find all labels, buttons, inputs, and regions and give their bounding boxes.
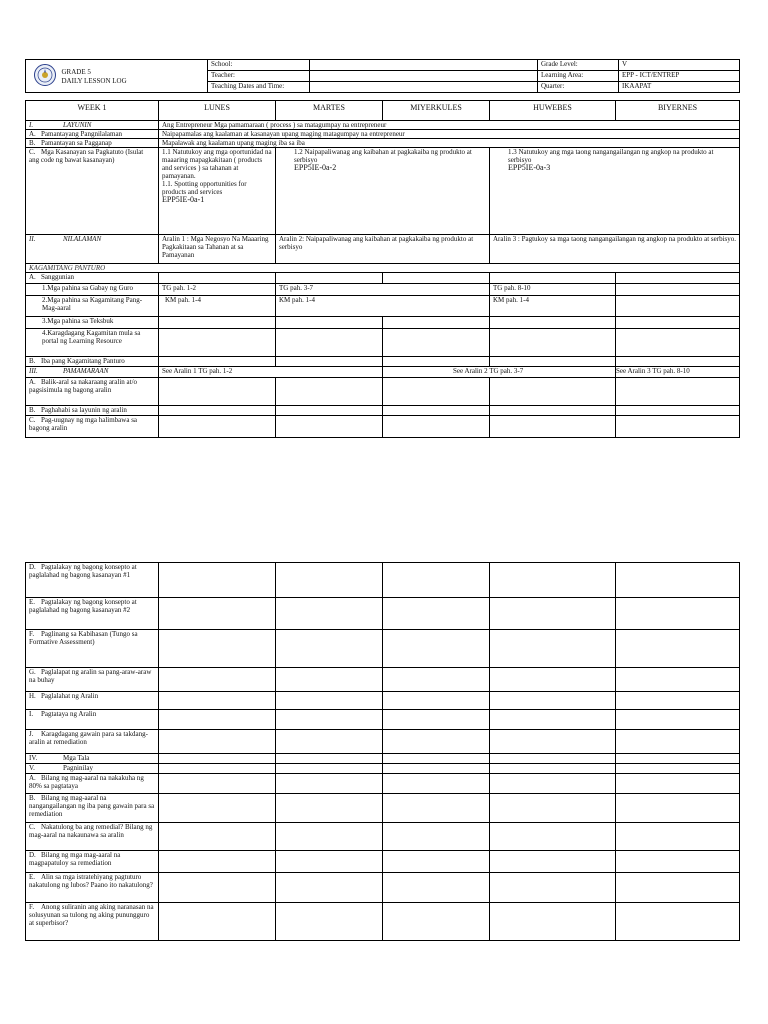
grade-title: GRADE 5 <box>61 68 91 76</box>
kasanayan-huwebes <box>490 148 740 235</box>
empty-cell[interactable] <box>159 774 276 794</box>
row-gabay-guro: 1.Mga pahina sa Gabay ng Guro <box>26 284 159 296</box>
row-paghahabi <box>26 406 159 416</box>
empty-cell[interactable] <box>383 630 490 668</box>
empty-cell[interactable] <box>276 630 383 668</box>
empty-cell[interactable] <box>490 406 616 416</box>
cell-text: C. <box>29 416 36 424</box>
empty-cell[interactable] <box>159 823 276 851</box>
cell-text: Paglinang sa Kabihasan (Tungo sa Formative Assessment) <box>29 630 138 646</box>
row-balik-aral <box>26 378 159 406</box>
empty-cell[interactable] <box>490 598 616 630</box>
empty-cell[interactable] <box>616 284 740 296</box>
row-teksbuk: 3.Mga pahina sa Teksbuk <box>26 317 159 329</box>
empty-cell[interactable] <box>490 764 616 774</box>
pagganap-text: Mapalawak ang kaalaman upang maging iba sa iba <box>159 139 740 148</box>
empty-cell[interactable] <box>276 416 383 438</box>
row-istratehiya <box>26 873 159 903</box>
row-nakatulong-remedial <box>26 823 159 851</box>
cell-text: Balik-aral sa nakaraang aralin at/o pagsisimula ng bagong aralin <box>29 378 138 394</box>
section-pamamaraan <box>26 367 159 378</box>
grade-level-label: Grade Level: <box>538 60 619 71</box>
empty-cell[interactable] <box>159 630 276 668</box>
mag-aaral-lunes: KM pah. 1-4 <box>159 296 276 317</box>
cell-line: EPP5IE-0a-2 <box>294 163 337 172</box>
cell-text: III. <box>29 367 38 375</box>
empty-cell[interactable] <box>490 416 616 438</box>
row-kagamitang-mag-aaral: 2.Mga pahina sa Kagamitang Pang-Mag-aaral <box>26 296 159 317</box>
section-kagamitang-panturo: KAGAMITANG PANTURO <box>26 264 740 273</box>
cell-text: Pagninilay <box>63 764 93 772</box>
cell-text: IV. <box>29 754 38 762</box>
section-nilalaman <box>26 235 159 264</box>
empty-cell[interactable] <box>159 416 276 438</box>
empty-cell[interactable] <box>276 273 383 284</box>
empty-cell[interactable] <box>383 754 490 764</box>
row-paglalahat <box>26 692 159 710</box>
empty-cell[interactable] <box>276 329 383 357</box>
row-bilang-80 <box>26 774 159 794</box>
day-header-biyernes: BIYERNES <box>616 101 740 121</box>
row-pagtalakay-2 <box>26 598 159 630</box>
cell-text: NILALAMAN <box>63 235 102 243</box>
empty-cell[interactable] <box>616 794 740 823</box>
empty-cell[interactable] <box>616 710 740 730</box>
empty-cell[interactable] <box>276 692 383 710</box>
empty-cell[interactable] <box>276 598 383 630</box>
empty-cell[interactable] <box>616 317 740 329</box>
cell-text: Pagtalakay ng bagong konsepto at paglalahad ng bagong kasanayan #1 <box>29 563 137 579</box>
empty-cell[interactable] <box>159 754 276 764</box>
empty-cell[interactable] <box>616 296 740 317</box>
pangnilalaman-text: Naipapamalas ang kaalaman at kasanayan upang maging matagumpay na entrepreneur <box>159 130 740 139</box>
empty-cell[interactable] <box>276 774 383 794</box>
empty-cell[interactable] <box>383 329 490 357</box>
row-pamantayan-pagganap <box>26 139 159 148</box>
pamamaraan-lunes: See Aralin 1 TG pah. 1-2 <box>159 367 383 378</box>
empty-cell[interactable] <box>616 563 740 598</box>
empty-cell[interactable] <box>159 794 276 823</box>
cell-text: Nakatulong ba ang remedial? Bilang ng mag-aaral na nakaunawa sa aralin <box>29 823 153 839</box>
week-header: WEEK 1 <box>26 101 159 121</box>
empty-cell[interactable] <box>383 273 490 284</box>
cell-text: II. <box>29 235 36 243</box>
quarter-label: Quarter: <box>538 82 619 93</box>
cell-text: LAYUNIN <box>63 121 92 129</box>
empty-cell[interactable] <box>383 563 490 598</box>
empty-cell[interactable] <box>616 378 740 406</box>
empty-cell[interactable] <box>490 873 616 903</box>
empty-cell[interactable] <box>490 710 616 730</box>
empty-cell[interactable] <box>490 730 616 754</box>
teacher-label: Teacher: <box>208 71 310 82</box>
empty-cell[interactable] <box>276 873 383 903</box>
empty-cell[interactable] <box>276 668 383 692</box>
row-sanggunian <box>26 273 159 284</box>
cell-text: B. <box>29 794 36 802</box>
empty-cell[interactable] <box>383 710 490 730</box>
empty-cell[interactable] <box>159 710 276 730</box>
cell-text: Paglalahat ng Aralin <box>41 692 99 700</box>
empty-cell[interactable] <box>490 823 616 851</box>
mag-aaral-martes: KM pah. 1-4 <box>276 296 490 317</box>
empty-cell[interactable] <box>159 692 276 710</box>
empty-cell[interactable] <box>616 630 740 668</box>
empty-cell[interactable] <box>159 873 276 903</box>
empty-cell[interactable] <box>159 730 276 754</box>
empty-cell[interactable] <box>159 764 276 774</box>
empty-cell[interactable] <box>616 730 740 754</box>
cell-text: Pamantayang Pangnilalaman <box>41 130 123 138</box>
empty-cell[interactable] <box>490 329 616 357</box>
empty-cell[interactable] <box>276 764 383 774</box>
cell-line: EPP5IE-0a-1 <box>162 195 205 204</box>
nilalaman-huwebes: Aralin 3 : Pagtukoy sa mga taong nangangailangan ng angkop na produkto at serbisyo. <box>490 235 740 264</box>
row-karagdagang-gawain <box>26 730 159 754</box>
cell-line: 1.1 Natutukoy ang mga oportunidad na maaaring mapagkakitaan ( products and services ) sa tahanan at pamayanan. <box>162 148 272 180</box>
empty-cell[interactable] <box>616 598 740 630</box>
empty-cell[interactable] <box>490 851 616 873</box>
teaching-dates-label: Teaching Dates and Time: <box>208 82 310 93</box>
pamamaraan-martes: See Aralin 2 TG pah. 3-7 <box>383 367 616 378</box>
empty-cell[interactable] <box>159 273 276 284</box>
empty-cell[interactable] <box>159 903 276 941</box>
layunin-text: Ang Entrepreneur Mga pamamaraan ( process ) sa matagumpay na entrepreneur <box>159 121 740 130</box>
empty-cell[interactable] <box>616 774 740 794</box>
empty-cell[interactable] <box>159 598 276 630</box>
teacher-value[interactable] <box>310 71 538 82</box>
grade-level-value[interactable]: V <box>619 60 740 71</box>
mag-aaral-huwebes: KM pah. 1-4 <box>490 296 616 317</box>
row-bilang-remediation <box>26 794 159 823</box>
cell-text: Paglalapat ng aralin sa pang-araw-araw na buhay <box>29 668 152 684</box>
empty-cell[interactable] <box>276 754 383 764</box>
empty-cell[interactable] <box>383 764 490 774</box>
empty-cell[interactable] <box>383 730 490 754</box>
cell-text: D. <box>29 851 36 859</box>
empty-cell[interactable] <box>616 416 740 438</box>
learning-area-value[interactable]: EPP - ICT/ENTREP <box>619 71 740 82</box>
empty-cell[interactable] <box>616 406 740 416</box>
header-table <box>25 59 740 93</box>
lesson-log-table-bottom <box>25 562 740 941</box>
cell-text: Sanggunian <box>41 273 75 281</box>
log-title-cell <box>59 60 208 93</box>
empty-cell[interactable] <box>383 774 490 794</box>
cell-text: Bilang ng mag-aaral na nakakuha ng 80% sa pagtataya <box>29 774 144 790</box>
empty-cell[interactable] <box>276 794 383 823</box>
school-label: School: <box>208 60 310 71</box>
row-pagtataya <box>26 710 159 730</box>
empty-cell[interactable] <box>616 668 740 692</box>
empty-cell[interactable] <box>276 851 383 873</box>
cell-text: Paghahabi sa layunin ng aralin <box>41 406 127 414</box>
empty-cell[interactable] <box>276 903 383 941</box>
empty-cell[interactable] <box>383 406 490 416</box>
cell-text: B. <box>29 406 36 414</box>
empty-cell[interactable] <box>490 630 616 668</box>
empty-cell[interactable] <box>159 851 276 873</box>
nilalaman-martes: Aralin 2: Naipapaliwanag ang kaibahan at pagkakaiba ng produkto at serbisyo <box>276 235 490 264</box>
empty-cell[interactable] <box>616 357 740 367</box>
cell-text: Bilang ng mag-aaral na nangangailangan ng iba pang gawain para sa remediation <box>29 794 155 818</box>
empty-cell[interactable] <box>616 764 740 774</box>
row-pamantayang-pangnilalaman <box>26 130 159 139</box>
empty-cell[interactable] <box>159 378 276 406</box>
cell-text: Iba pang Kagamitang Panturo <box>41 357 125 365</box>
empty-cell[interactable] <box>276 730 383 754</box>
row-iba-pang-kagamitan <box>26 357 159 367</box>
cell-text: I. <box>29 121 34 129</box>
empty-cell[interactable] <box>616 823 740 851</box>
cell-text: Pagtataya ng Aralin <box>41 710 97 718</box>
empty-cell[interactable] <box>383 357 490 367</box>
pamamaraan-huwebes: See Aralin 3 TG pah. 8-10 <box>616 367 740 378</box>
cell-text: Alin sa mga istratehiyang pagtuturo nakatulong ng lubos? Paano ito nakatulong? <box>29 873 153 889</box>
empty-cell[interactable] <box>616 329 740 357</box>
cell-line: 1.1. Spotting opportunities for products and services <box>162 180 247 196</box>
empty-cell[interactable] <box>159 357 276 367</box>
cell-text: C. <box>29 148 36 156</box>
cell-text: F. <box>29 903 35 911</box>
empty-cell[interactable] <box>383 823 490 851</box>
row-magpapatuloy <box>26 851 159 873</box>
empty-cell[interactable] <box>276 357 383 367</box>
cell-text: A. <box>29 774 36 782</box>
cell-text: Pag-uugnay ng mga halimbawa sa bagong aralin <box>29 416 138 432</box>
cell-text: Anong suliranin ang aking naranasan na solusyunan sa tulong ng aking punungguro at superbisor? <box>29 903 154 927</box>
row-karagdagang-kagamitan: 4.Karagdagang Kagamitan mula sa portal ng Learning Resource <box>26 329 159 357</box>
cell-text: B. <box>29 139 36 147</box>
empty-cell[interactable] <box>490 563 616 598</box>
empty-cell[interactable] <box>616 273 740 284</box>
cell-text: Bilang ng mga mag-aaral na magpapatuloy sa remediation <box>29 851 121 867</box>
gabay-guro-huwebes: TG pah. 8-10 <box>490 284 616 296</box>
cell-text: D. <box>29 563 36 571</box>
cell-text: I. <box>29 710 34 718</box>
section-layunin <box>26 121 159 130</box>
empty-cell[interactable] <box>383 598 490 630</box>
nilalaman-lunes: Aralin 1 : Mga Negosyo Na Maaaring Pagkakitaan sa Tahanan at sa Pamayanan <box>159 235 276 264</box>
logo-cell <box>26 60 59 93</box>
cell-text: J. <box>29 730 34 738</box>
empty-cell[interactable] <box>276 378 383 406</box>
daily-lesson-log-title: DAILY LESSON LOG <box>61 77 127 85</box>
row-pagtalakay-1 <box>26 563 159 598</box>
learning-area-label: Learning Area: <box>538 71 619 82</box>
empty-cell[interactable] <box>490 317 616 329</box>
cell-text: A. <box>29 130 36 138</box>
cell-text: V. <box>29 764 35 772</box>
cell-text: Pagtalakay ng bagong konsepto at paglalahad ng bagong kasanayan #2 <box>29 598 137 614</box>
section-pagninilay <box>26 764 159 774</box>
day-header-huwebes: HUWEBES <box>490 101 616 121</box>
empty-cell[interactable] <box>276 563 383 598</box>
school-value[interactable] <box>310 60 538 71</box>
empty-cell[interactable] <box>383 794 490 823</box>
row-paglinang <box>26 630 159 668</box>
empty-cell[interactable] <box>383 692 490 710</box>
cell-text: C. <box>29 823 36 831</box>
cell-text: Pamantayan sa Pagganap <box>41 139 112 147</box>
teaching-dates-value[interactable] <box>310 82 538 93</box>
empty-cell[interactable] <box>490 754 616 764</box>
cell-line: 1.2 Naipapaliwanag ang kaibahan at pagkakaiba ng produkto at serbisyo <box>294 148 472 164</box>
empty-cell[interactable] <box>159 563 276 598</box>
empty-cell[interactable] <box>383 903 490 941</box>
cell-text: PAMAMARAAN <box>63 367 109 375</box>
cell-text: B. <box>29 357 36 365</box>
empty-cell[interactable] <box>276 406 383 416</box>
lesson-log-table-top <box>25 100 740 438</box>
cell-text: F. <box>29 630 35 638</box>
cell-text: Karagdagang gawain para sa takdang-aralin at remediation <box>29 730 148 746</box>
cell-line: EPP5IE-0a-3 <box>508 163 551 172</box>
empty-cell[interactable] <box>616 754 740 764</box>
empty-cell[interactable] <box>383 668 490 692</box>
kasanayan-martes <box>276 148 490 235</box>
row-paglalapat <box>26 668 159 692</box>
empty-cell[interactable] <box>490 692 616 710</box>
cell-text: G. <box>29 668 36 676</box>
empty-cell[interactable] <box>383 317 490 329</box>
empty-cell[interactable] <box>159 668 276 692</box>
empty-cell[interactable] <box>490 668 616 692</box>
quarter-value[interactable]: IKAAPAT <box>619 82 740 93</box>
empty-cell[interactable] <box>383 416 490 438</box>
empty-cell[interactable] <box>276 823 383 851</box>
day-header-miyerkules: MIYERKULES <box>383 101 490 121</box>
empty-cell[interactable] <box>490 378 616 406</box>
empty-cell[interactable] <box>276 317 383 329</box>
empty-cell[interactable] <box>159 317 276 329</box>
day-header-lunes: LUNES <box>159 101 276 121</box>
day-header-martes: MARTES <box>276 101 383 121</box>
empty-cell[interactable] <box>616 873 740 903</box>
cell-text: E. <box>29 873 36 881</box>
empty-cell[interactable] <box>490 357 616 367</box>
cell-text: H. <box>29 692 36 700</box>
cell-text: A. <box>29 273 36 281</box>
cell-text: Mga Tala <box>63 754 90 762</box>
empty-cell[interactable] <box>490 273 616 284</box>
row-suliranin <box>26 903 159 941</box>
empty-cell[interactable] <box>490 794 616 823</box>
row-pag-uugnay <box>26 416 159 438</box>
empty-cell[interactable] <box>616 903 740 941</box>
empty-cell[interactable] <box>383 851 490 873</box>
gabay-guro-martes: TG pah. 3-7 <box>276 284 490 296</box>
empty-cell[interactable] <box>383 873 490 903</box>
cell-text: A. <box>29 378 36 386</box>
empty-cell[interactable] <box>159 406 276 416</box>
empty-cell[interactable] <box>276 710 383 730</box>
section-mga-tala <box>26 754 159 764</box>
cell-text: Mga Kasanayan sa Pagkatuto (Isulat ang code ng bawat kasanayan) <box>29 148 144 164</box>
empty-cell[interactable] <box>490 774 616 794</box>
empty-cell[interactable] <box>159 329 276 357</box>
cell-line: 1.3 Natutukoy ang mga taong nangangailangan ng angkop na produkto at serbisyo <box>508 148 714 164</box>
empty-cell[interactable] <box>490 903 616 941</box>
gabay-guro-lunes: TG pah. 1-2 <box>159 284 276 296</box>
empty-cell[interactable] <box>616 851 740 873</box>
kasanayan-lunes <box>159 148 276 235</box>
empty-cell[interactable] <box>383 378 490 406</box>
cell-text: E. <box>29 598 36 606</box>
empty-cell[interactable] <box>616 692 740 710</box>
row-kasanayan <box>26 148 159 235</box>
